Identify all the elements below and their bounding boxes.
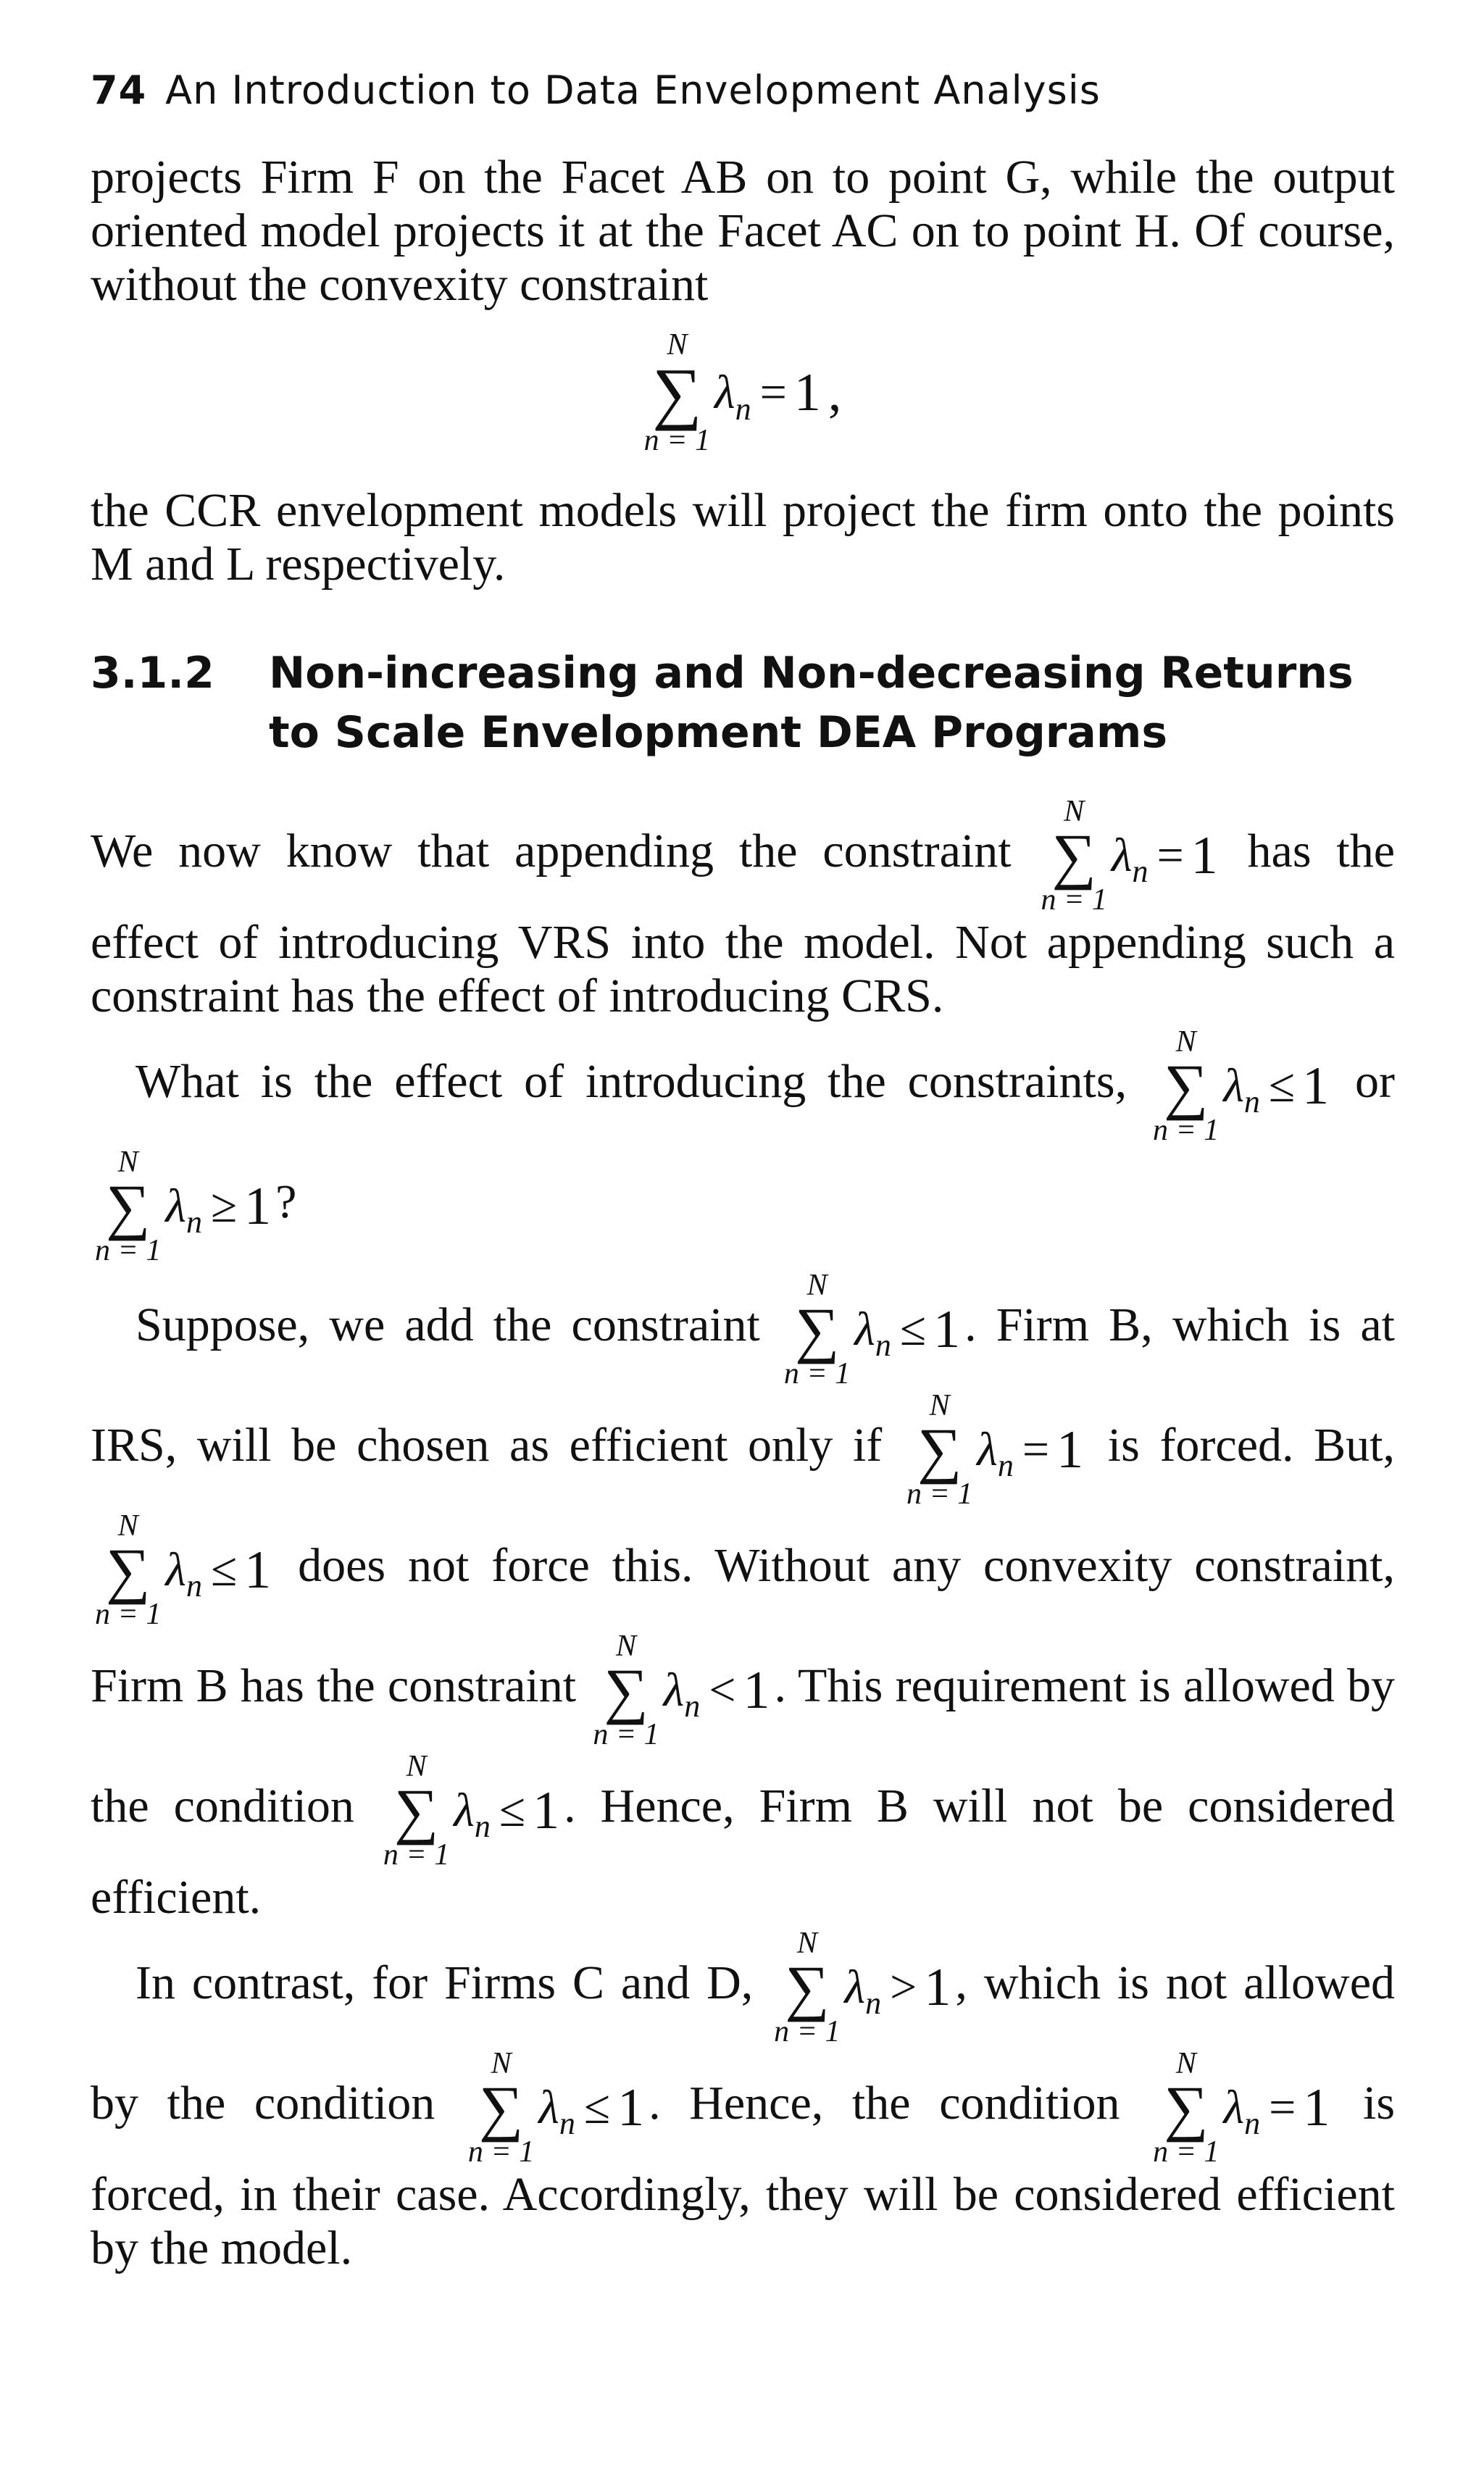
sum-lambda-le-1: N ∑ n = 1 λ n ≤ 1: [783, 1269, 961, 1390]
running-head: [91, 65, 1395, 116]
paragraph-4: What is the effect of introducing the constraints, N ∑ n = 1 λ n ≤ 1 or N ∑ n = 1 λ n ≥ 1 ?: [95, 1025, 1396, 1267]
sum-lambda-le-1: N ∑ n = 1 λ n ≤ 1: [1152, 1025, 1330, 1147]
sum-lambda-eq-1-display: N ∑ n = 1 λ n = 1 ,: [643, 328, 842, 457]
running-title: An Introduction to Data Envelopment Analysis: [165, 67, 1101, 113]
sum-lambda-le-1: N ∑ n = 1 λ n ≤ 1: [467, 2047, 645, 2169]
sum-lambda-eq-1: N ∑ n = 1 λ n = 1: [1041, 795, 1218, 917]
paragraph-6: In contrast, for Firms C and D, N ∑ n = 1 λ n > 1 , which is not allowed by the condition N ∑ n = 1 λ n ≤ 1 . Hence, the condition N ∑ n = 1 λ n = 1 is forced, in their case. Accordingly, they will be considered efficient by the model.: [91, 1927, 1396, 2274]
sum-lambda-le-1: N ∑ n = 1 λ n ≤ 1: [383, 1750, 560, 1872]
sum-lambda-lt-1: N ∑ n = 1 λ n < 1: [593, 1630, 770, 1751]
paragraph-1: projects Firm F on the Facet AB on to point G, while the output oriented model projects it at the Facet AC on to point H. Of course, without the convexity constraint: [91, 151, 1395, 311]
sum-lambda-gt-1: N ∑ n = 1 λ n > 1: [774, 1927, 951, 2048]
paragraph-2: the CCR envelopment models will project the firm onto the points M and L respectively.: [91, 484, 1395, 591]
paragraph-3: We now know that appending the constraint N ∑ n = 1 λ n = 1 has the effect of introducing VRS into the model. Not appending such a constraint has the effect of introducing CRS.: [91, 795, 1396, 1022]
page-number: 74: [91, 67, 147, 113]
sum-lambda-le-1: N ∑ n = 1 λ n ≤ 1: [95, 1509, 272, 1631]
sum-lambda-eq-1: N ∑ n = 1 λ n = 1: [906, 1389, 1084, 1511]
section-number: 3.1.2: [91, 648, 214, 698]
display-punct: ,: [828, 362, 842, 422]
sum-lambda-ge-1: N ∑ n = 1 λ n ≥ 1: [95, 1146, 272, 1267]
paragraph-5: Suppose, we add the constraint N ∑ n = 1 λ n ≤ 1 . Firm B, which is at IRS, will be chosen as efficient only if N ∑ n = 1 λ n = 1 is forced. But, N ∑ n = 1 λ n ≤ 1 does not force this. Without any convexity constraint, Firm B has the constraint N ∑ n = 1 λ n < 1 . This requirement is allowed by the condition N ∑ n = 1 λ n ≤ 1 . Hence, Firm B will not be considered efficient.: [91, 1269, 1396, 1924]
display-equation: [91, 313, 1395, 472]
sum-lambda-eq-1: N ∑ n = 1 λ n = 1: [1153, 2047, 1330, 2169]
section-title: Non-increasing and Non-decreasing Returns to Scale Envelopment DEA Programs: [269, 648, 1354, 758]
section-heading: [91, 643, 1395, 762]
